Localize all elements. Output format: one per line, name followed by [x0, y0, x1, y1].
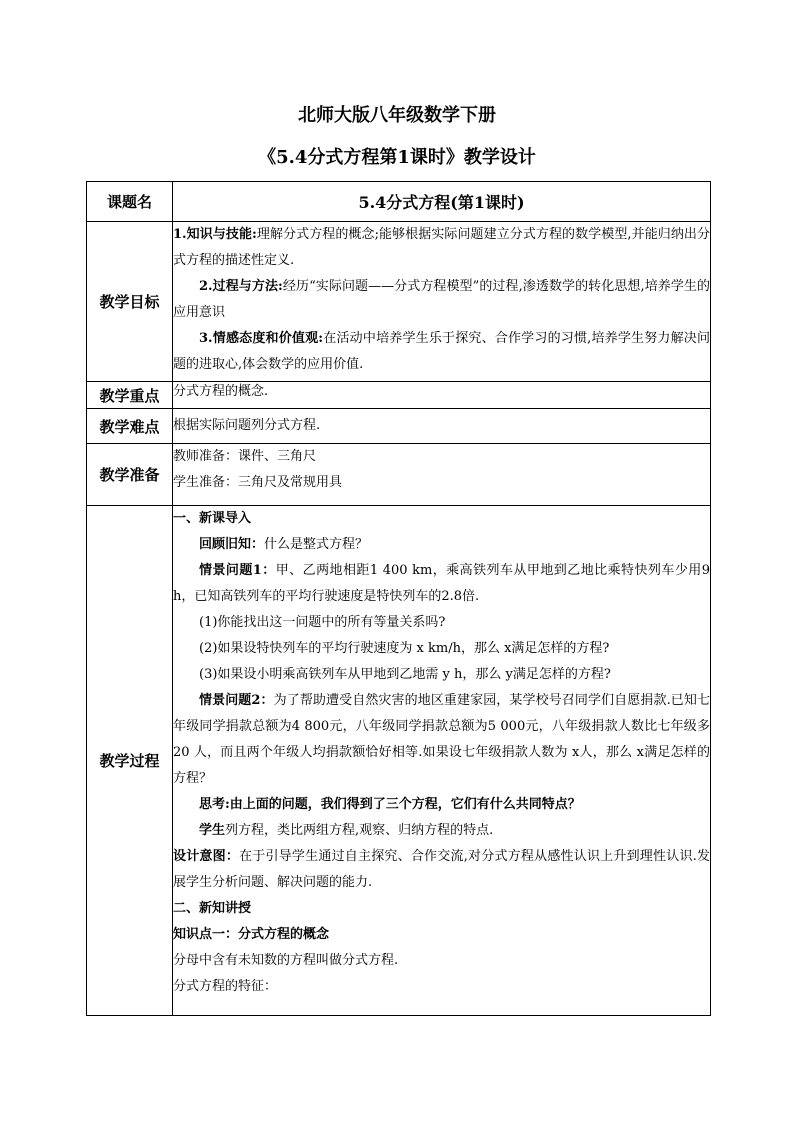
goal-2 [173, 274, 710, 326]
scenario-2-text: 为了帮助遭受自然灾害的地区重建家园，某学校号召同学们自愿捐款.已知七年级同学捐款总额为4 800元，八年级同学捐款总额为5 000元，八年级捐款人数比七年级多 20 人，而且两个年级人均捐款额恰好相等.如果设七年级捐款人数为 x人，那么 x满足怎样的方程？ [173, 693, 710, 786]
prep-teacher: 教师准备：课件、三角尺 [173, 449, 317, 464]
goals-content [173, 222, 711, 382]
row-goals [87, 222, 711, 382]
row-preparation [87, 444, 711, 506]
knowledge-point-1 [173, 922, 710, 948]
think-text: 思考:由上面的问题，我们得到了三个方程，它们有什么共同特点？ [199, 797, 581, 812]
row-topic [87, 182, 711, 222]
review-lead: 回顾旧知： [199, 537, 265, 552]
design-lead: 设计意图： [173, 849, 240, 864]
scenario-1-q1: (1)你能找出这一问题中的所有等量关系吗? [199, 615, 446, 630]
student-text: 列方程，类比两组方程,观察、归纳方程的特点. [225, 823, 494, 838]
difficulty-text: 根据实际问题列分式方程. [173, 418, 321, 433]
goal-2-text: 经历“实际问题——分式方程模型”的过程,渗透数学的转化思想,培养学生的应用意识 [173, 279, 711, 320]
row-key-point [87, 382, 711, 409]
section-1-title-text: 一、新课导入 [173, 511, 252, 526]
section-1-title [173, 506, 710, 532]
review [173, 532, 710, 558]
label-key-point: 教学重点 [87, 382, 173, 409]
scenario-1 [173, 558, 710, 610]
section-2-title-text: 二、新知讲授 [173, 901, 252, 916]
scenario-1-q2: (2)如果设特快列车的平均行驶速度为 x km/h，那么 x满足怎样的方程? [199, 641, 610, 656]
document-title-line1: 北师大版八年级数学下册 [298, 105, 496, 126]
think-prompt [173, 792, 710, 818]
features-label: 分式方程的特征： [173, 979, 278, 994]
section-2-title [173, 896, 710, 922]
row-difficulty [87, 409, 711, 444]
label-topic: 课题名 [87, 182, 173, 222]
student-lead: 学生 [199, 823, 226, 838]
scenario-1-q3: (3)如果设小明乘高铁列车从甲地到乙地需 y h，那么 y满足怎样的方程? [199, 667, 611, 682]
goal-1 [173, 222, 710, 274]
goal-3-text: 在活动中培养学生乐于探究、合作学习的习惯,培养学生努力解决问题的进取心,体会数学的应用价值. [173, 331, 710, 372]
definition: 分母中含有未知数的方程叫做分式方程. [173, 953, 399, 968]
design-text: 在于引导学生通过自主探究、合作交流,对分式方程从感性认识上升到理性认识.发展学生分析问题、解决问题的能力. [173, 849, 710, 890]
scenario-1-lead: 情景问题1： [199, 563, 276, 578]
key-point-text: 分式方程的概念. [173, 384, 269, 399]
goal-2-lead: 2.过程与方法: [199, 279, 283, 294]
scenario-2-lead: 情景问题2： [199, 693, 274, 708]
label-goals: 教学目标 [87, 222, 173, 382]
goal-3 [173, 326, 710, 378]
key-point-value [173, 382, 711, 409]
process-content [173, 506, 711, 1016]
lesson-plan-table [86, 181, 711, 1016]
topic-value: 5.4分式方程(第1课时) [173, 182, 711, 222]
scenario-2 [173, 688, 710, 792]
knowledge-point-1-text: 知识点一：分式方程的概念 [173, 927, 330, 942]
label-preparation: 教学准备 [87, 444, 173, 506]
label-difficulty: 教学难点 [87, 409, 173, 444]
design-intent [173, 844, 710, 896]
row-process [87, 506, 711, 1016]
goal-1-lead: 1.知识与技能: [173, 227, 257, 242]
document-title-line2: 《5.4分式方程第1课时》教学设计 [258, 147, 536, 168]
review-text: 什么是整式方程？ [264, 537, 369, 552]
preparation-value [173, 444, 711, 506]
scenario-1-text: 甲、乙两地相距1 400 km，乘高铁列车从甲地到乙地比乘特快列车少用9 h，已知高铁列车的平均行驶速度是特快列车的2.8倍. [173, 563, 710, 604]
label-process: 教学过程 [87, 506, 173, 1016]
goal-1-text: 理解分式方程的概念;能够根据实际问题建立分式方程的数学模型,并能归纳出分式方程的描述性定义. [173, 227, 711, 268]
student-activity [173, 818, 710, 844]
prep-student: 学生准备：三角尺及常规用具 [173, 475, 343, 490]
difficulty-value [173, 409, 711, 444]
goal-3-lead: 3.情感态度和价值观: [199, 331, 324, 346]
